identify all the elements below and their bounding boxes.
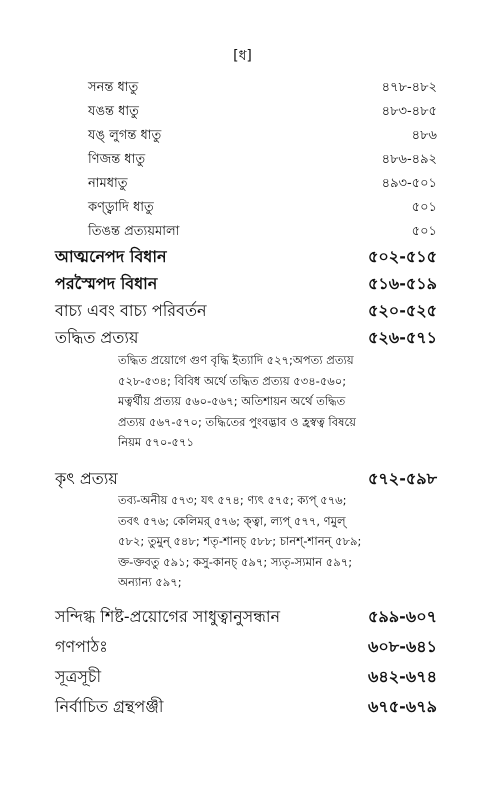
detail-line: অন্যান্য ৫৯৭;	[118, 575, 182, 589]
toc-subentry-pages: ৫০১	[411, 224, 437, 239]
toc-subentry-title: যঙ্ লুগন্ত ধাতু	[88, 128, 162, 143]
toc-subentry-title: তিঙন্ত প্রত্যয়মালা	[88, 224, 180, 239]
detail-line: মত্বর্থীয় প্রত্যয় ৫৬০-৫৬৭; অতিশায়ন অর্থে তদ্ধিত	[118, 394, 346, 408]
toc-entry-title: তদ্ধিত প্রত্যয়	[55, 328, 139, 347]
toc-subentry	[88, 222, 437, 243]
krt-details	[118, 490, 435, 593]
toc-entry-pages: ৫০২-৫১৫	[368, 247, 437, 266]
toc-entry-title: নির্বাচিত গ্রন্থপঞ্জী	[55, 697, 164, 716]
toc-entry-title: সূত্রসূচী	[55, 667, 102, 686]
toc-entry	[55, 325, 437, 352]
toc-entry-pages: ৫৭২-৫৯৮	[368, 469, 437, 488]
toc-entry	[55, 466, 437, 493]
toc-entry	[55, 298, 437, 325]
toc-entry-title: সন্দিগ্ধ শিষ্ট-প্রয়োগের সাধুত্বানুসন্ধান	[55, 607, 281, 626]
detail-line: তদ্ধিত প্রয়োগে গুণ বৃদ্ধি ইত্যাদি ৫২৭;অপত্য প্রত্যয়	[118, 353, 354, 367]
toc-entry-pages: ৫২০-৫২৫	[368, 301, 437, 320]
toc-subentry-title: যঙন্ত ধাতু	[88, 104, 139, 119]
toc-entry-title: কৃৎ প্রত্যয়	[55, 469, 118, 488]
toc-subentry-title: কণ্ড্বাদি ধাতু	[88, 200, 154, 215]
detail-line: ক্ত-ক্তবতু ৫৯১; কসু-কানচ্ ৫৯৭; স্যতৃ-স্যমান ৫৯৭;	[118, 554, 353, 569]
toc-subentry-pages: ৪৯৩-৫০১	[381, 176, 437, 191]
toc-entry-pages: ৫১৬-৫১৯	[368, 274, 437, 293]
toc-subentry-pages: ৪৭৮-৪৮২	[381, 80, 437, 95]
toc-entry	[55, 634, 437, 661]
toc-entry-pages: ৫২৬-৫৭১	[368, 328, 437, 347]
toc-entry-pages: ৬৭৫-৬৭৯	[367, 697, 437, 716]
toc-subentry-pages: ৪৮৩-৪৮৫	[381, 104, 437, 119]
toc-subentry-pages: ৫০১	[411, 200, 437, 215]
toc-entry	[55, 604, 437, 631]
toc-entry-pages: ৬৪২-৬৭৪	[367, 667, 437, 686]
toc-entry	[55, 244, 437, 271]
page-label: [ধ]	[233, 48, 252, 64]
toc-subentry-title: সনন্ত ধাতু	[88, 80, 139, 95]
toc-entry-title: গণপাঠঃ	[55, 637, 108, 656]
toc-subentry	[88, 78, 437, 99]
detail-line: তবৎ ৫৭৬; কেলিমর্ ৫৭৬; ক্ত্বা, ল্যপ্ ৫৭৭, ণমুল্	[118, 513, 346, 528]
toc-subentry	[88, 102, 437, 123]
detail-line: ৫৮২; তুমুন্ ৫৪৮; শতৃ-শানচ্ ৫৮৮; চানশ্-শানন্ ৫৮৯;	[118, 534, 362, 548]
detail-line: ৫২৮-৫৩৪; বিবিধ অর্থে তদ্ধিত প্রত্যয় ৫৩৪-৫৬০;	[118, 373, 347, 388]
taddhita-details	[118, 350, 435, 453]
toc-entry-title: বাচ্য এবং বাচ্য পরিবর্তন	[55, 301, 207, 320]
toc-subentry	[88, 150, 437, 171]
toc-subentry-title: নামধাতু	[88, 176, 128, 191]
detail-line: নিয়ম ৫৭০-৫৭১	[118, 435, 194, 449]
toc-entry	[55, 664, 437, 691]
toc-subentry	[88, 198, 437, 219]
toc-subentry-pages: ৪৮৬	[411, 128, 437, 143]
toc-entry-pages: ৬০৮-৬৪১	[368, 637, 437, 656]
toc-subentry	[88, 126, 437, 147]
toc-entry	[55, 271, 437, 298]
toc-subentry-pages: ৪৮৬-৪৯২	[381, 152, 437, 167]
toc-entry-title: আত্মনেপদ বিধান	[55, 247, 167, 266]
toc-entry-pages: ৫৯৯-৬০৭	[368, 607, 437, 626]
detail-line: প্রত্যয় ৫৬৭-৫৭০; তদ্ধিতের পুংবদ্ভাব ও হ্রস্বত্ব বিষয়ে	[118, 414, 356, 429]
toc-subentry	[88, 174, 437, 195]
toc-subentry-title: ণিজন্ত ধাতু	[88, 152, 146, 167]
toc-entry	[55, 694, 437, 721]
toc-entry-title: পরস্মৈপদ বিধান	[55, 274, 158, 293]
detail-line: তব্য-অনীয় ৫৭৩; যৎ ৫৭৪; ণ্যৎ ৫৭৫; ক্যপ্ ৫৭৬;	[118, 493, 347, 507]
